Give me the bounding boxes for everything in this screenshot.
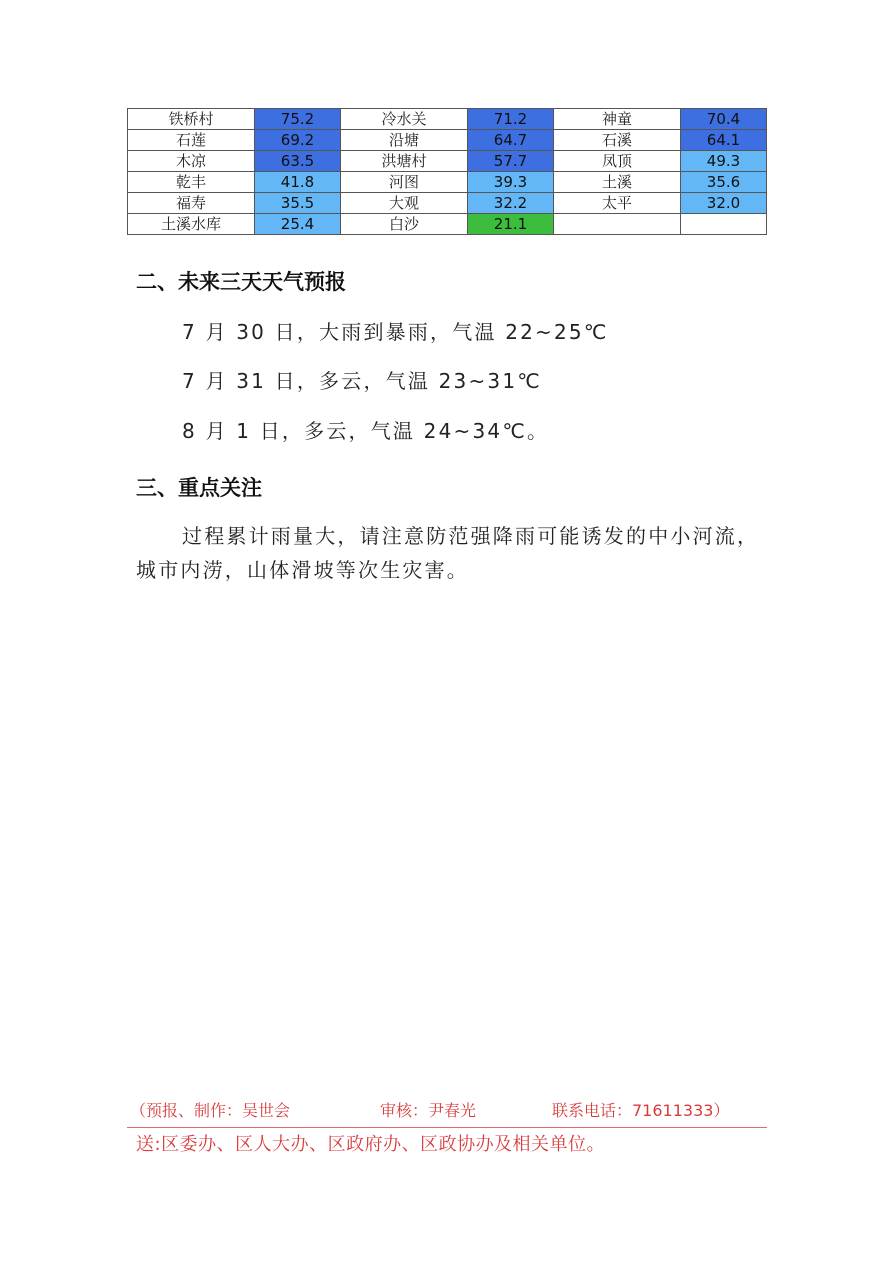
- station-name-cell: 白沙: [341, 214, 468, 235]
- rainfall-value-cell: 75.2: [255, 109, 341, 130]
- forecast-line-1: 7 月 30 日，大雨到暴雨，气温 22~25℃: [182, 320, 609, 344]
- rainfall-value-cell: 35.5: [255, 193, 341, 214]
- rainfall-value-cell: 57.7: [468, 151, 554, 172]
- station-name-cell: [554, 214, 681, 235]
- footer-divider: [127, 1127, 767, 1128]
- station-name-cell: 木凉: [128, 151, 255, 172]
- section-heading-focus: 三、重点关注: [136, 476, 262, 500]
- rainfall-value-cell: [681, 214, 767, 235]
- station-name-cell: 土溪: [554, 172, 681, 193]
- table-row: [128, 151, 767, 172]
- rainfall-value-cell: 49.3: [681, 151, 767, 172]
- focus-paragraph: 过程累计雨量大，请注意防范强降雨可能诱发的中小河流，城市内涝，山体滑坡等次生灾害。: [136, 524, 760, 582]
- rainfall-value-cell: 63.5: [255, 151, 341, 172]
- rainfall-table: [127, 108, 767, 235]
- station-name-cell: 大观: [341, 193, 468, 214]
- station-name-cell: 福寿: [128, 193, 255, 214]
- rainfall-value-cell: 64.7: [468, 130, 554, 151]
- rainfall-value-cell: 41.8: [255, 172, 341, 193]
- footer-producer: （预报、制作：吴世会: [130, 1101, 291, 1120]
- station-name-cell: 石莲: [128, 130, 255, 151]
- station-name-cell: 石溪: [554, 130, 681, 151]
- rainfall-value-cell: 21.1: [468, 214, 554, 235]
- rainfall-value-cell: 32.2: [468, 193, 554, 214]
- rainfall-table-body: [128, 109, 767, 235]
- forecast-line-2: 7 月 31 日，多云，气温 23~31℃: [182, 369, 542, 393]
- footer-reviewer: 审核：尹春光: [380, 1101, 477, 1120]
- table-row: [128, 109, 767, 130]
- station-name-cell: 沿塘: [341, 130, 468, 151]
- rainfall-value-cell: 64.1: [681, 130, 767, 151]
- station-name-cell: 洪塘村: [341, 151, 468, 172]
- section-heading-forecast: 二、未来三天天气预报: [136, 270, 346, 294]
- station-name-cell: 太平: [554, 193, 681, 214]
- station-name-cell: 河图: [341, 172, 468, 193]
- station-name-cell: 铁桥村: [128, 109, 255, 130]
- forecast-line-3: 8 月 1 日，多云，气温 24~34℃。: [182, 419, 550, 443]
- station-name-cell: 冷水关: [341, 109, 468, 130]
- rainfall-value-cell: 25.4: [255, 214, 341, 235]
- table-row: [128, 193, 767, 214]
- station-name-cell: 神童: [554, 109, 681, 130]
- rainfall-value-cell: 39.3: [468, 172, 554, 193]
- rainfall-value-cell: 69.2: [255, 130, 341, 151]
- station-name-cell: 凤顶: [554, 151, 681, 172]
- footer-send-to: 送:区委办、区人大办、区政府办、区政协办及相关单位。: [136, 1134, 606, 1155]
- table-row: [128, 172, 767, 193]
- rainfall-value-cell: 70.4: [681, 109, 767, 130]
- station-name-cell: 土溪水库: [128, 214, 255, 235]
- rainfall-value-cell: 32.0: [681, 193, 767, 214]
- table-row: [128, 214, 767, 235]
- table-row: [128, 130, 767, 151]
- station-name-cell: 乾丰: [128, 172, 255, 193]
- footer-phone: 联系电话：71611333）: [552, 1101, 730, 1120]
- rainfall-value-cell: 71.2: [468, 109, 554, 130]
- rainfall-value-cell: 35.6: [681, 172, 767, 193]
